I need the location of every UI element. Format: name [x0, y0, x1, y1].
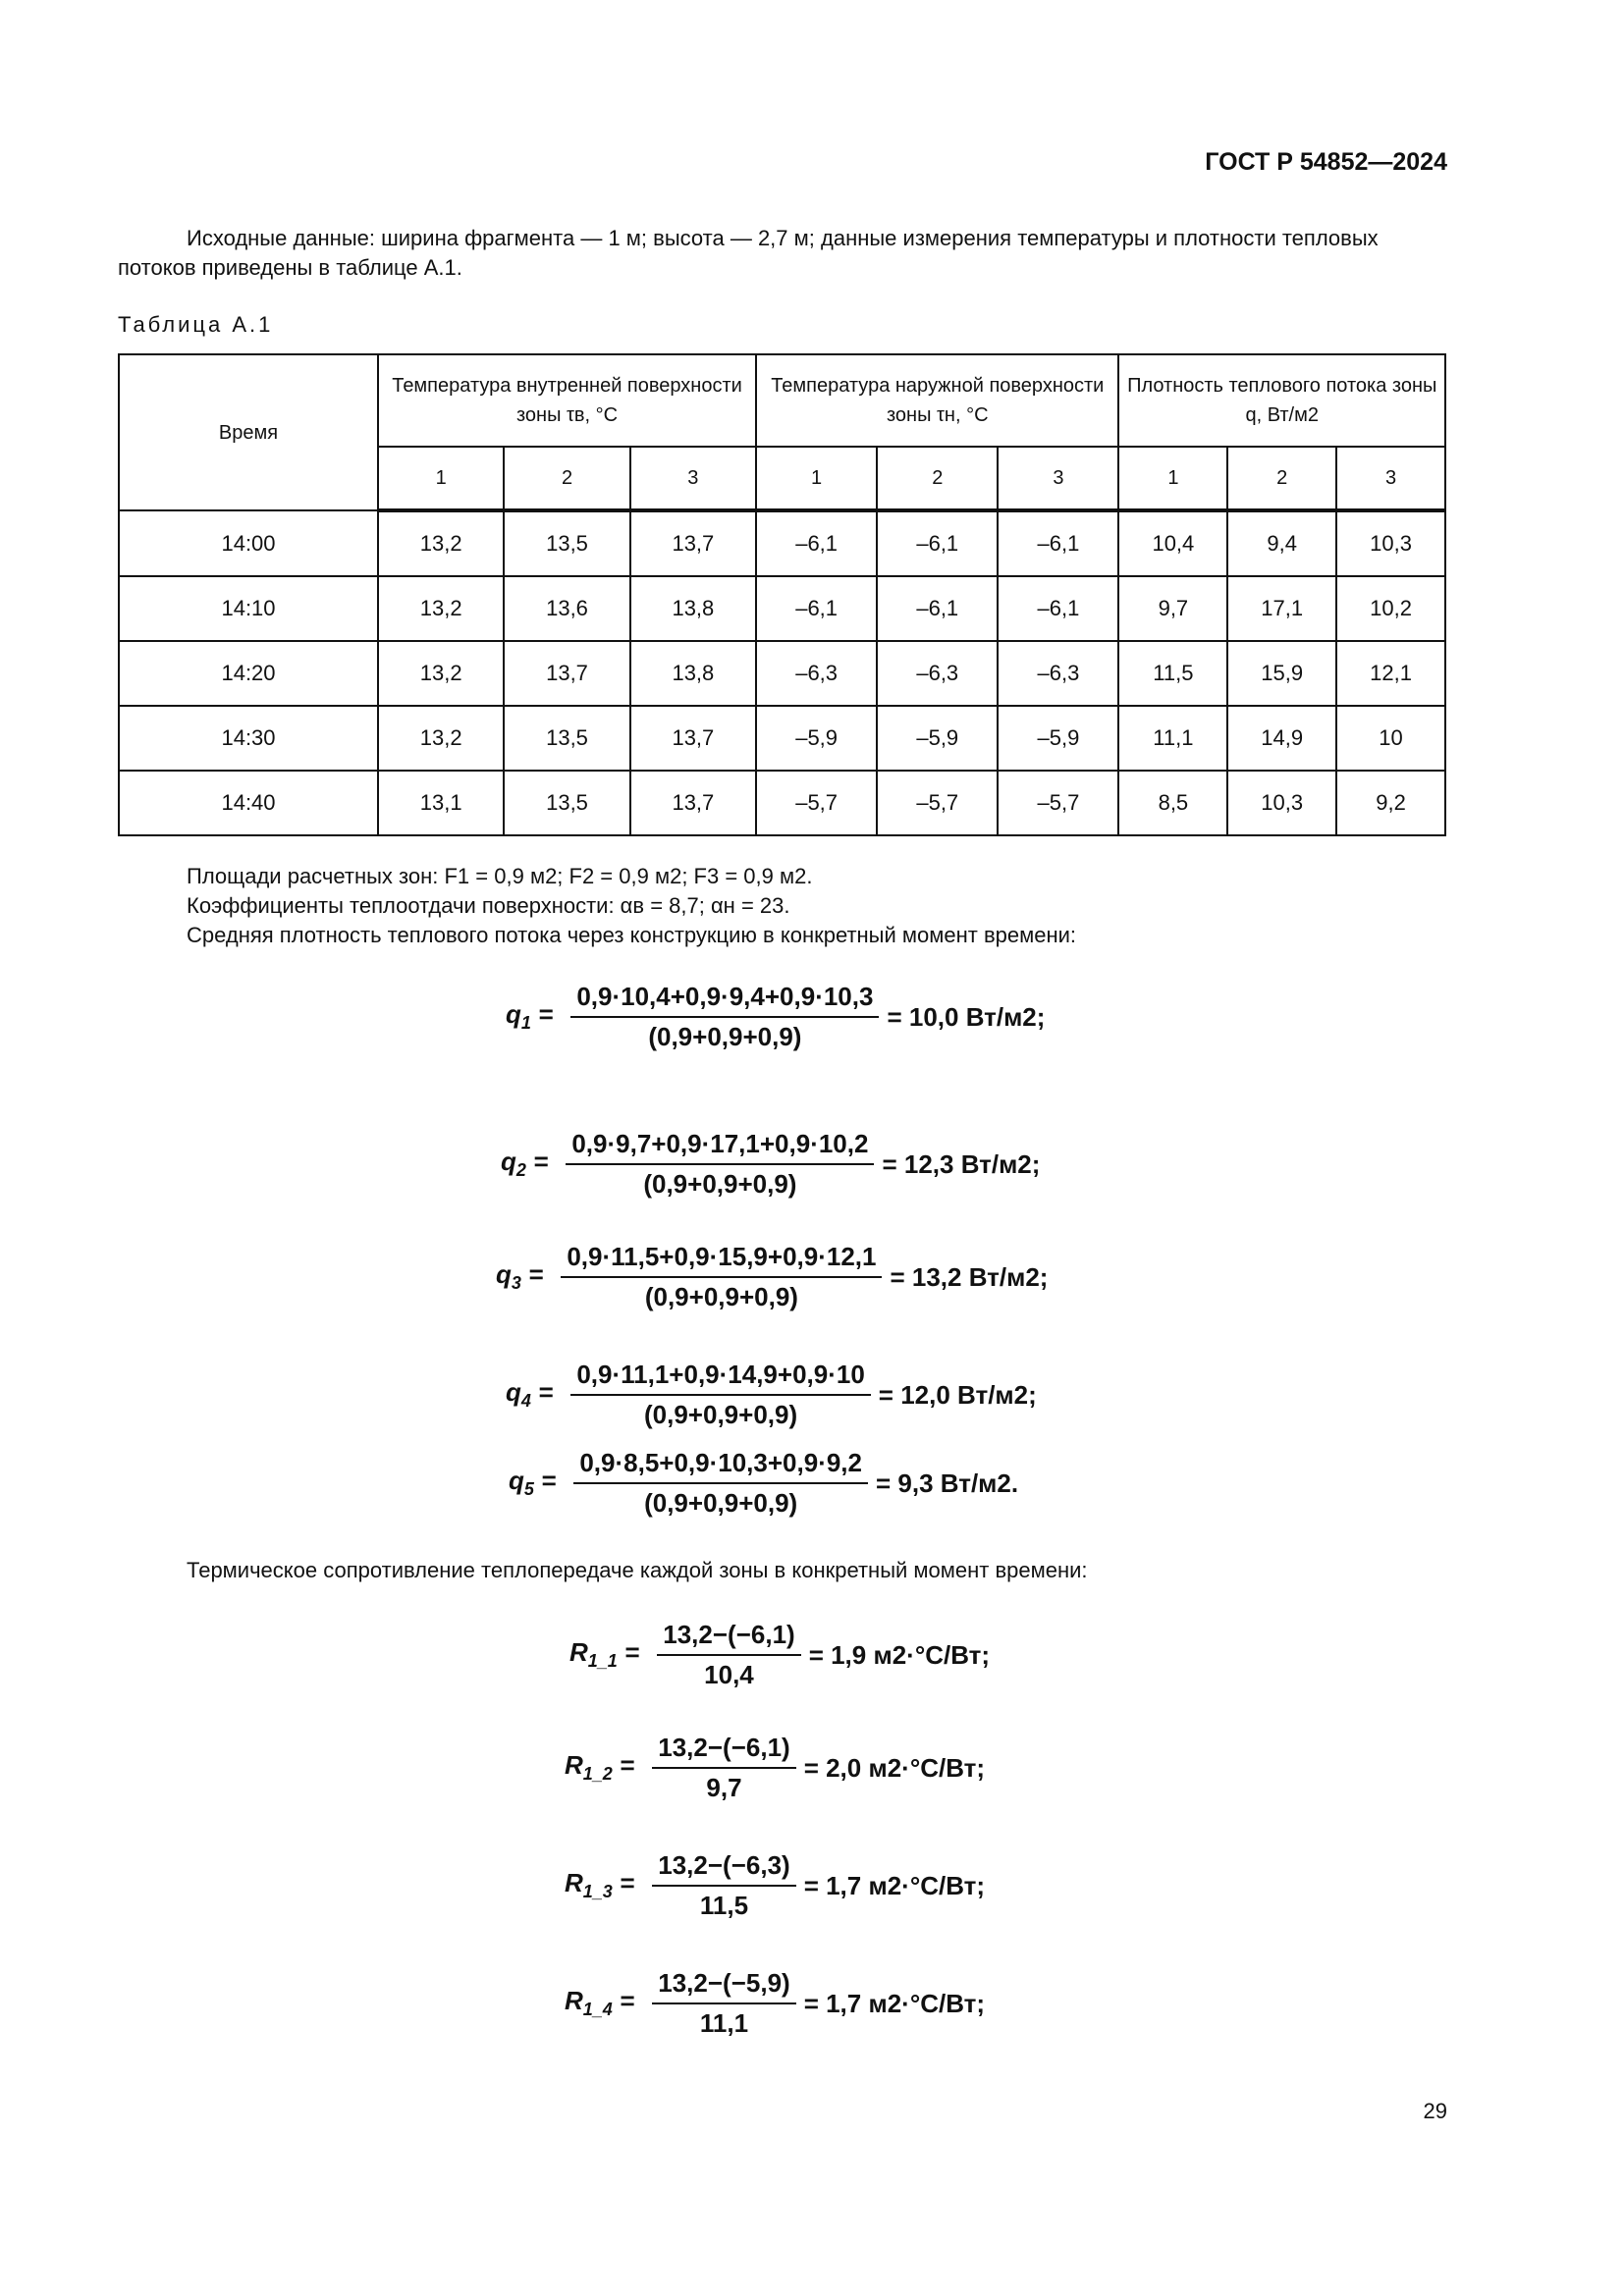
- outer-temp-header: Температура наружной поверхности зоны τн, °С: [756, 354, 1118, 447]
- table-cell: 13,7: [630, 510, 756, 576]
- formula-result: = 13,2 Вт/м2;: [890, 1261, 1049, 1292]
- formula-numerator: 13,2−(−6,1): [652, 1733, 795, 1769]
- table-cell: 11,1: [1118, 706, 1227, 771]
- flux-formula-q2: [501, 1129, 1040, 1200]
- time-cell: 14:00: [119, 510, 378, 576]
- table-cell: –6,1: [877, 576, 998, 641]
- zone-number: 3: [630, 447, 756, 510]
- formula-lhs: $R_{1\_2}$ =: [565, 1750, 635, 1785]
- table-cell: 14,9: [1227, 706, 1336, 771]
- resistance-formula-r1-2: [565, 1733, 985, 1803]
- time-cell: 14:10: [119, 576, 378, 641]
- formula-denominator: (0,9+0,9+0,9): [643, 1169, 797, 1199]
- formula-denominator: (0,9+0,9+0,9): [644, 1282, 798, 1311]
- table-row: [119, 576, 1445, 641]
- resistance-formula-r1-4: [565, 1968, 985, 2039]
- table-row: [119, 771, 1445, 835]
- table-cell: –6,1: [756, 510, 877, 576]
- formula-numerator: 13,2−(−6,1): [657, 1620, 800, 1656]
- table-row: [119, 641, 1445, 706]
- table-cell: 13,6: [504, 576, 629, 641]
- zone-number: 2: [504, 447, 629, 510]
- table-cell: 13,5: [504, 510, 629, 576]
- table-cell: –5,9: [756, 706, 877, 771]
- zone-number: 3: [998, 447, 1118, 510]
- formula-denominator: (0,9+0,9+0,9): [644, 1400, 798, 1429]
- formula-fraction: [657, 1620, 800, 1690]
- table-cell: 10,4: [1118, 510, 1227, 576]
- zone-number: 1: [756, 447, 877, 510]
- resistance-note: Термическое сопротивление теплопередаче каждой зоны в конкретный момент времени:: [187, 1558, 1088, 1582]
- table-cell: 9,2: [1336, 771, 1445, 835]
- zone-number: 3: [1336, 447, 1445, 510]
- formula-denominator: (0,9+0,9+0,9): [644, 1488, 798, 1518]
- formula-denominator: 9,7: [706, 1773, 742, 1802]
- formula-result: = 12,0 Вт/м2;: [878, 1379, 1037, 1410]
- zone-number: 1: [378, 447, 504, 510]
- formula-lhs: $q_3$ =: [496, 1259, 544, 1294]
- formula-fraction: [573, 1448, 868, 1519]
- formula-fraction: [566, 1129, 874, 1200]
- heat-flux-header: Плотность теплового потока зоны q, Вт/м2: [1118, 354, 1445, 447]
- table-cell: 11,5: [1118, 641, 1227, 706]
- page-number: 29: [1423, 2099, 1447, 2123]
- table-cell: –6,1: [877, 510, 998, 576]
- table-cell: 10,2: [1336, 576, 1445, 641]
- formula-numerator: 0,9·10,4+0,9·9,4+0,9·10,3: [570, 982, 879, 1018]
- table-cell: 13,2: [378, 576, 504, 641]
- table-cell: –6,3: [756, 641, 877, 706]
- table-header-row: [119, 354, 1445, 447]
- table-cell: 13,7: [504, 641, 629, 706]
- formula-fraction: [570, 1360, 870, 1430]
- formula-denominator: (0,9+0,9+0,9): [648, 1022, 802, 1051]
- table-cell: –6,1: [998, 576, 1118, 641]
- table-cell: –5,9: [998, 706, 1118, 771]
- formula-lhs: $R_{1\_1}$ =: [569, 1637, 640, 1672]
- formula-numerator: 0,9·8,5+0,9·10,3+0,9·9,2: [573, 1448, 868, 1484]
- flux-formula-q1: [506, 982, 1045, 1052]
- table-cell: 12,1: [1336, 641, 1445, 706]
- flux-formula-q5: [509, 1448, 1018, 1519]
- table-cell: –6,1: [998, 510, 1118, 576]
- formula-lhs: $R_{1\_3}$ =: [565, 1868, 635, 1902]
- formula-lhs: $q_4$ =: [506, 1377, 554, 1412]
- table-cell: 13,2: [378, 706, 504, 771]
- table-cell: 13,8: [630, 576, 756, 641]
- time-cell: 14:20: [119, 641, 378, 706]
- document-code: ГОСТ Р 54852—2024: [1205, 148, 1447, 176]
- table-cell: 13,5: [504, 771, 629, 835]
- formula-result: = 2,0 м2·°С/Вт;: [803, 1752, 986, 1783]
- table-cell: –5,7: [877, 771, 998, 835]
- data-table: [118, 353, 1446, 836]
- flux-formula-q3: [496, 1242, 1048, 1312]
- table-row: [119, 510, 1445, 576]
- inner-temp-header: Температура внутренней поверхности зоны τв, °С: [378, 354, 756, 447]
- table-cell: 17,1: [1227, 576, 1336, 641]
- formula-lhs: $q_2$ =: [501, 1147, 549, 1181]
- formula-denominator: 11,1: [699, 2008, 749, 2038]
- formula-lhs: $q_5$ =: [509, 1466, 557, 1500]
- formula-result: = 1,7 м2·°С/Вт;: [803, 1870, 986, 1900]
- resistance-formula-r1-3: [565, 1850, 985, 1921]
- table-cell: –5,7: [756, 771, 877, 835]
- zone-number: 2: [1227, 447, 1336, 510]
- formula-numerator: 0,9·11,1+0,9·14,9+0,9·10: [570, 1360, 870, 1396]
- formula-lhs: $R_{1\_4}$ =: [565, 1986, 635, 2020]
- table-cell: –6,1: [756, 576, 877, 641]
- formula-fraction: [652, 1968, 795, 2039]
- table-cell: 10,3: [1336, 510, 1445, 576]
- table-cell: 13,7: [630, 771, 756, 835]
- table-cell: 13,8: [630, 641, 756, 706]
- intro-paragraph: Исходные данные: ширина фрагмента — 1 м; высота — 2,7 м; данные измерения температуры и плотности тепловых потоков приведены в таблице А.1.: [118, 226, 1379, 280]
- areas-note: Площади расчетных зон: F1 = 0,9 м2; F2 = 0,9 м2; F3 = 0,9 м2.: [187, 864, 813, 888]
- formula-result: = 10,0 Вт/м2;: [887, 1001, 1046, 1032]
- table-cell: –5,7: [998, 771, 1118, 835]
- table-cell: 13,5: [504, 706, 629, 771]
- table-cell: 10: [1336, 706, 1445, 771]
- formula-numerator: 0,9·9,7+0,9·17,1+0,9·10,2: [566, 1129, 874, 1165]
- formula-lhs: $q_1$ =: [506, 999, 554, 1034]
- table-cell: –5,9: [877, 706, 998, 771]
- formula-fraction: [652, 1733, 795, 1803]
- formula-fraction: [561, 1242, 882, 1312]
- table-cell: 10,3: [1227, 771, 1336, 835]
- table-cell: 8,5: [1118, 771, 1227, 835]
- zone-number: 1: [1118, 447, 1227, 510]
- formula-result: = 12,3 Вт/м2;: [882, 1148, 1041, 1179]
- formula-fraction: [652, 1850, 795, 1921]
- time-cell: 14:30: [119, 706, 378, 771]
- formula-result: = 9,3 Вт/м2.: [876, 1468, 1019, 1498]
- table-cell: 9,4: [1227, 510, 1336, 576]
- mean-flux-note: Средняя плотность теплового потока через конструкцию в конкретный момент времени:: [187, 923, 1077, 947]
- formula-numerator: 13,2−(−5,9): [652, 1968, 795, 2004]
- table-cell: 13,1: [378, 771, 504, 835]
- table-row: [119, 706, 1445, 771]
- table-cell: 13,7: [630, 706, 756, 771]
- formula-denominator: 11,5: [699, 1891, 749, 1920]
- table-cell: –6,3: [877, 641, 998, 706]
- resistance-formula-r1-1: [569, 1620, 990, 1690]
- formula-result: = 1,7 м2·°С/Вт;: [803, 1988, 986, 2018]
- zone-number: 2: [877, 447, 998, 510]
- formula-numerator: 0,9·11,5+0,9·15,9+0,9·12,1: [561, 1242, 882, 1278]
- coefficients-note: Коэффициенты теплоотдачи поверхности: αв = 8,7; αн = 23.: [187, 893, 790, 918]
- table-cell: 9,7: [1118, 576, 1227, 641]
- flux-formula-q4: [506, 1360, 1037, 1430]
- table-cell: 15,9: [1227, 641, 1336, 706]
- table-cell: 13,2: [378, 510, 504, 576]
- formula-result: = 1,9 м2·°С/Вт;: [808, 1639, 991, 1670]
- formula-denominator: 10,4: [704, 1660, 754, 1689]
- formula-numerator: 13,2−(−6,3): [652, 1850, 795, 1887]
- table-cell: –6,3: [998, 641, 1118, 706]
- table-caption: Таблица А.1: [118, 312, 274, 337]
- formula-fraction: [570, 982, 879, 1052]
- table-cell: 13,2: [378, 641, 504, 706]
- time-header: Время: [119, 354, 378, 510]
- time-cell: 14:40: [119, 771, 378, 835]
